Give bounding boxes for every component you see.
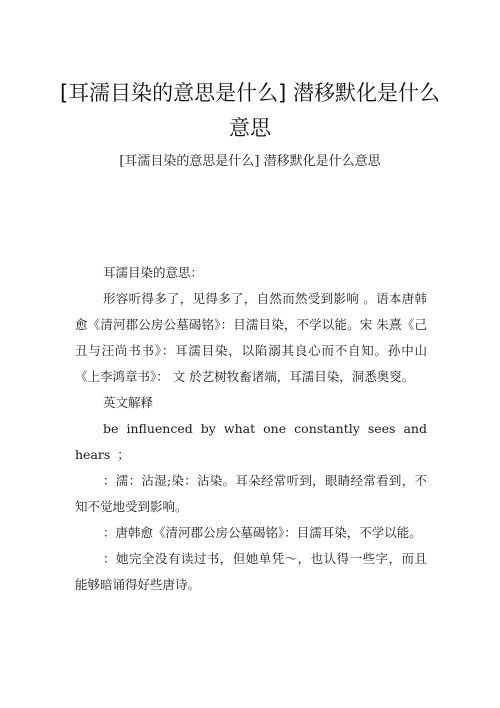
example-paragraph: ：她完全没有读过书，但她单凭～，也认得一些字，而且能够暗诵得好些唐诗。 xyxy=(75,551,427,592)
title-line-1: [耳濡目染的意思是什么] 潜移默化是什么 xyxy=(59,81,441,105)
source-paragraph: ：唐韩愈《清河郡公房公墓碣铭》：目濡耳染，不学以能。 xyxy=(103,525,422,540)
title-line-2: 意思 xyxy=(229,116,271,140)
document-subtitle: [耳濡目染的意思是什么] 潜移默化是什么意思 xyxy=(119,154,381,169)
english-heading: 英文解释 xyxy=(103,395,154,410)
meaning-paragraph: 形容听得多了，见得多了，自然而然受到影响 。语本唐韩愈《清河郡公房公墓碣铭》：目濡目染，不学以能。宋 朱熹《己丑与汪尚书书》：耳濡目染，以陷溺其良心而不自知。孙中山《上李鸿章书》： 文 於艺树牧畜诸端，耳濡目染，洞悉奥窔。 xyxy=(75,291,427,384)
document-body xyxy=(75,260,427,598)
document-title xyxy=(40,76,460,146)
meaning-heading: 耳濡目染的意思： xyxy=(103,265,204,280)
explanation-paragraph: ：濡：沾湿;染：沾染。耳朵经常听到，眼睛经常看到，不知不觉地受到影响。 xyxy=(75,473,427,514)
english-translation: be influenced by what one constantly sees and hears ； xyxy=(75,421,427,462)
